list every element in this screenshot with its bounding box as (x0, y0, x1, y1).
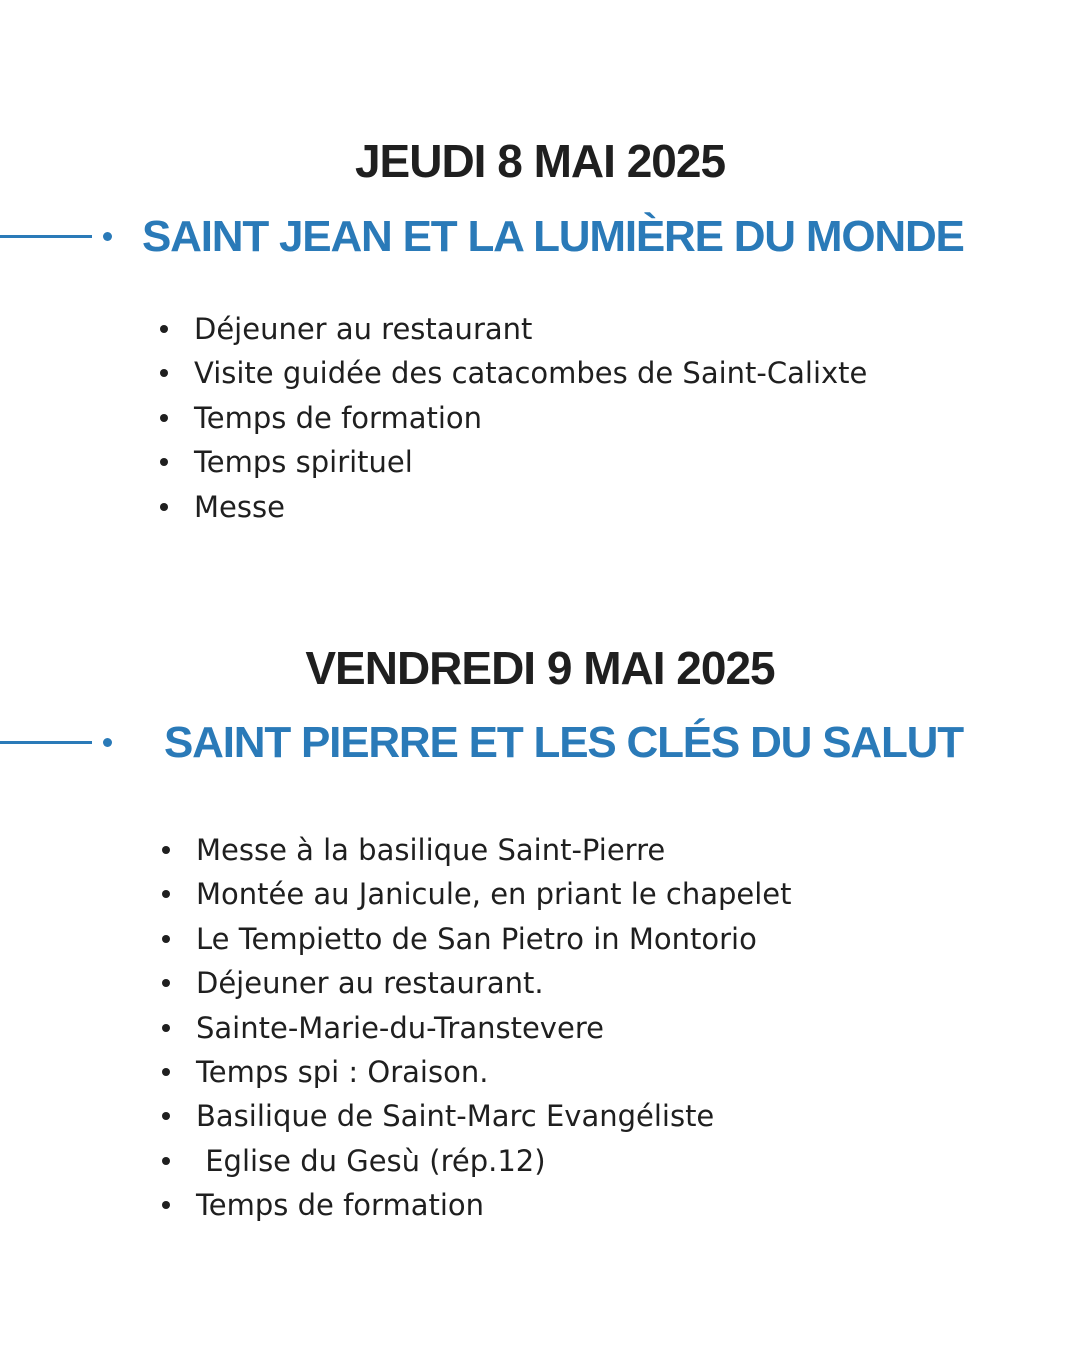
list-item-text: Temps de formation (194, 400, 483, 435)
list-item-text: Basilique de Saint-Marc Evangéliste (196, 1099, 715, 1134)
list-item-text: Eglise du Gesù (rép.12) (196, 1143, 546, 1178)
list-item (162, 1006, 792, 1050)
list-item (160, 307, 867, 351)
list-item (162, 1139, 792, 1183)
list-item (162, 872, 792, 916)
bullet-icon (162, 1024, 170, 1032)
list-item-text: Sainte-Marie-du-Transtevere (196, 1010, 604, 1045)
list-item-text: Temps spi : Oraison. (196, 1054, 489, 1089)
list-item-text: Montée au Janicule, en priant le chapelet (196, 877, 792, 912)
list-item (162, 961, 792, 1005)
bullet-icon (160, 503, 168, 511)
bullet-icon (162, 1068, 170, 1076)
bullet-icon (162, 890, 170, 898)
theme-title: SAINT PIERRE ET LES CLÉS DU SALUT (164, 718, 963, 767)
bullet-icon (162, 846, 170, 854)
timeline-dot (103, 738, 112, 747)
list-item-text: Temps de formation (196, 1188, 485, 1223)
bullet-icon (162, 1201, 170, 1209)
list-item-text: Visite guidée des catacombes de Saint-Calixte (194, 356, 868, 391)
day-title: VENDREDI 9 MAI 2025 (305, 642, 775, 694)
activity-list (160, 307, 867, 529)
timeline-dot (103, 232, 112, 241)
theme-row (0, 212, 1080, 262)
list-item-text: Le Tempietto de San Pietro in Montorio (196, 921, 757, 956)
list-item (162, 1183, 792, 1227)
bullet-icon (160, 458, 168, 466)
bullet-icon (160, 414, 168, 422)
list-item-text: Déjeuner au restaurant. (196, 966, 544, 1001)
bullet-icon (162, 1112, 170, 1120)
theme-title: SAINT JEAN ET LA LUMIÈRE DU MONDE (142, 212, 964, 261)
theme-row (0, 718, 1080, 768)
list-item (162, 828, 792, 872)
list-item-text: Déjeuner au restaurant (194, 312, 533, 346)
list-item (160, 485, 867, 529)
list-item-text: Messe à la basilique Saint-Pierre (196, 833, 666, 867)
bullet-icon (162, 1157, 170, 1165)
activity-list (162, 828, 792, 1228)
list-item (160, 396, 867, 440)
timeline-line (0, 235, 92, 238)
list-item (162, 917, 792, 961)
bullet-icon (162, 979, 170, 987)
list-item-text: Messe (194, 489, 285, 524)
bullet-icon (160, 325, 168, 333)
list-item-text: Temps spirituel (194, 445, 413, 480)
list-item (162, 1094, 792, 1138)
list-item (160, 440, 867, 484)
day-title: JEUDI 8 MAI 2025 (354, 135, 726, 187)
timeline-line (0, 741, 92, 744)
bullet-icon (160, 369, 168, 377)
list-item (160, 351, 867, 395)
bullet-icon (162, 935, 170, 943)
list-item (162, 1050, 792, 1094)
